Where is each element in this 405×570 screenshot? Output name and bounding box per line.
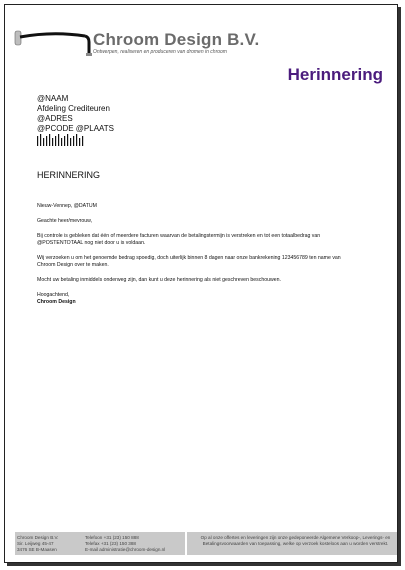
letter-heading: HERINNERING: [37, 170, 101, 180]
footer-terms: Op al onze offertes en leveringen zijn onze gedeponeerde Algemene Verkoop-, Leverings- en Betalingsvoorwaarden van toepassing, welke op verzoek kosteloos aan u worden verstrekt.: [200, 535, 391, 546]
salutation: Geachte heer/mevrouw,: [37, 218, 93, 224]
paragraph-2: Wij verzoeken u om het genoemde bedrag spoedig, doch uiterlijk binnen 8 dagen naar onze bankrekening 123456789 ten name van Chroom Design over te maken.: [37, 255, 341, 268]
company-tagline: Ontwerpen, realiseren en produceren van dromen in chroom: [93, 49, 227, 55]
paragraph-1: Bij controle is gebleken dat één of meerdere facturen waarvan de betalingstermijn is verstreken en tot een totaalbedrag van @POSTENTOTAAL nog niet door u is voldaan.: [37, 233, 321, 246]
recipient-address: [37, 94, 114, 134]
footer-address: [17, 535, 58, 553]
footer-contact: [85, 535, 165, 553]
footer-city: 3476 SE B-Maasen: [17, 547, 57, 552]
footer-divider: [185, 532, 187, 555]
letter-page: [4, 4, 398, 563]
letter-footer: [15, 532, 397, 555]
address-name: @NAAM: [37, 94, 69, 103]
document-title: Herinnering: [287, 65, 383, 84]
company-name: Chroom Design B.V.: [93, 30, 260, 49]
address-postcode-city: @PCODE @PLAATS: [37, 124, 114, 133]
place-date: Nieuw-Vennep, @DATUM: [37, 203, 97, 209]
closing: Hoogachtend,: [37, 292, 70, 298]
footer-email: E-mail administratie@chroom-design.nl: [85, 547, 166, 552]
footer-street: Sir. Leijweg 45-47: [17, 541, 54, 546]
address-street: @ADRES: [37, 114, 73, 123]
footer-company: Chroom Design B.V.: [17, 535, 59, 540]
paragraph-3: Mocht uw betaling inmiddels onderweg zijn, dan kunt u deze herinnering als niet geschreven beschouwen.: [37, 277, 281, 283]
postal-barcode: [37, 134, 97, 146]
address-department: Afdeling Crediteuren: [37, 104, 110, 113]
footer-phone: Telefoon +31 (23) 150 888: [85, 535, 139, 540]
signature: Chroom Design: [37, 299, 76, 305]
footer-fax: Telefax +31 (23) 150 388: [85, 541, 136, 546]
letter-body: [37, 203, 357, 306]
chrome-pipe-logo: [13, 28, 93, 58]
